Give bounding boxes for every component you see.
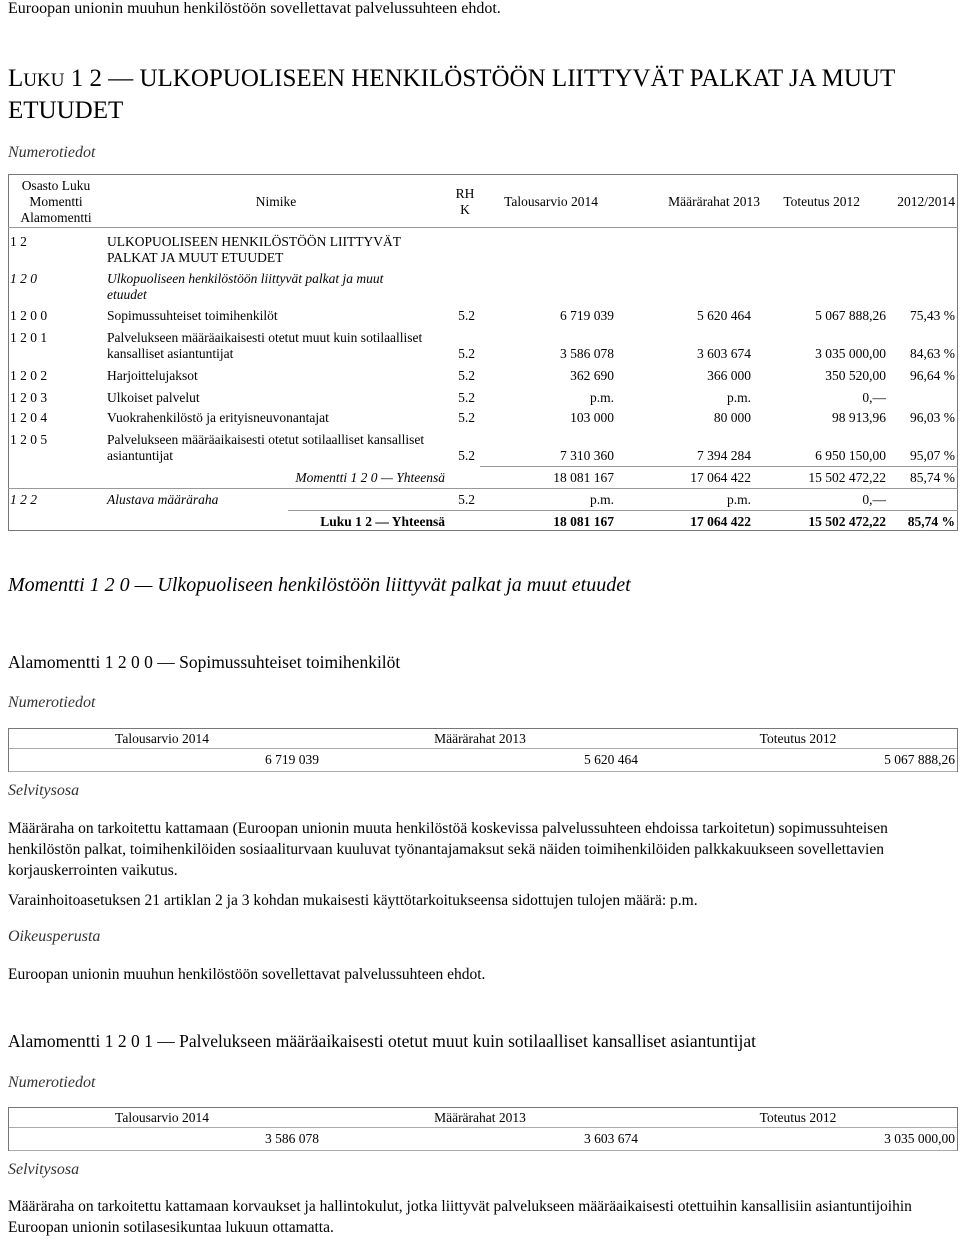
row-ratio: 95,07 % [910, 448, 955, 463]
row-toteutus: 5 067 888,26 [815, 308, 886, 323]
row-name: Palvelukseen määräaikaisesti otetut sotilaalliset kansalliset asiantuntijat [107, 432, 425, 463]
row-rhk: 5.2 [458, 346, 475, 361]
row-toteutus: 3 035 000,00 [815, 346, 886, 361]
header-maararahat: Määrärahat 2013 [668, 194, 760, 209]
row-rhk: 5.2 [458, 390, 475, 405]
momentti-total-maararahat: 17 064 422 [690, 470, 751, 485]
row-ratio: 84,63 % [910, 346, 955, 361]
header-col-codes: Osasto Luku Momentti Alamomentti [20, 178, 92, 225]
header-nimike: Nimike [255, 194, 297, 209]
momentti-total-ratio: 85,74 % [910, 470, 955, 485]
sec2-value-talousarvio: 3 586 078 [265, 1131, 319, 1146]
row-maararahat: p.m. [726, 390, 751, 405]
row-code: 1 2 0 [10, 271, 37, 286]
row-code: 1 2 0 5 [10, 432, 48, 447]
luku-total-ratio: 85,74 % [907, 514, 955, 529]
row-toteutus: 98 913,96 [832, 410, 886, 425]
sec1-value-talousarvio: 6 719 039 [265, 752, 319, 767]
row-code: 1 2 0 1 [10, 330, 48, 345]
row-talousarvio: 7 310 360 [560, 448, 614, 463]
luku-total-label: Luku 1 2 — Yhteensä [320, 514, 445, 529]
luku-total-toteutus: 15 502 472,22 [808, 514, 886, 529]
header-text: Euroopan unionin muuhun henkilöstöön sovellettavat palvelussuhteen ehdot. [8, 0, 501, 17]
row-ratio: 75,43 % [910, 308, 955, 323]
row-name: Palvelukseen määräaikaisesti otetut muut kuin sotilaalliset kansalliset asiantuntijat [107, 330, 423, 361]
row-maararahat: p.m. [726, 492, 751, 507]
row-code: 1 2 0 4 [10, 410, 48, 425]
row-code: 1 2 2 [10, 492, 37, 507]
row-talousarvio: 103 000 [570, 410, 614, 425]
row-name: Sopimussuhteiset toimihenkilöt [107, 308, 278, 323]
row-code: 1 2 0 3 [10, 390, 48, 405]
row-rhk: 5.2 [458, 308, 475, 323]
row-talousarvio: 6 719 039 [560, 308, 614, 323]
row-maararahat: 80 000 [713, 410, 751, 425]
row-code: 1 2 [10, 234, 27, 249]
row-rhk: 5.2 [458, 410, 475, 425]
row-ratio: 96,64 % [910, 368, 955, 383]
row-name: Alustava määräraha [107, 492, 219, 507]
alamomentti-1200-heading: Alamomentti 1 2 0 0 — Sopimussuhteiset toimihenkilöt [8, 652, 401, 672]
momentti-total-label: Momentti 1 2 0 — Yhteensä [295, 470, 445, 485]
row-rhk: 5.2 [458, 368, 475, 383]
row-maararahat: 3 603 674 [697, 346, 751, 361]
sec2-header-toteutus: Toteutus 2012 [759, 1110, 837, 1125]
header-toteutus: Toteutus 2012 [783, 194, 860, 209]
row-maararahat: 7 394 284 [697, 448, 751, 463]
chapter-title-line2: ETUUDET [8, 97, 124, 124]
row-talousarvio: p.m. [589, 492, 614, 507]
row-talousarvio: p.m. [589, 390, 614, 405]
oikeusperusta-label: Oikeusperusta [8, 928, 101, 945]
chapter-luku-rest: UKU [23, 70, 65, 91]
numerotiedot-label: Numerotiedot [8, 1074, 96, 1091]
row-code: 1 2 0 2 [10, 368, 48, 383]
luku-total-talousarvio: 18 081 167 [553, 514, 614, 529]
row-name: ULKOPUOLISEEN HENKILÖSTÖÖN LIITTYVÄT PALKAT JA MUUT ETUUDET [107, 234, 401, 265]
row-name: Harjoittelujaksot [107, 368, 198, 383]
alamomentti-1201-heading: Alamomentti 1 2 0 1 — Palvelukseen määräaikaisesti otetut muut kuin sotilaalliset kansalliset asiantuntijat [8, 1031, 756, 1051]
row-ratio: 96,03 % [910, 410, 955, 425]
sec1-header-maararahat: Määrärahat 2013 [434, 731, 526, 746]
sec1-paragraph-2: Varainhoitoasetuksen 21 artiklan 2 ja 3 kohdan mukaisesti käyttötarkoitukseensa sidottujen tulojen määrä: p.m. [8, 892, 698, 909]
row-talousarvio: 362 690 [570, 368, 614, 383]
numerotiedot-label: Numerotiedot [8, 694, 96, 711]
row-toteutus: 350 520,00 [825, 368, 886, 383]
row-maararahat: 366 000 [707, 368, 751, 383]
row-name: Ulkopuoliseen henkilöstöön liittyvät palkat ja muut etuudet [107, 271, 384, 302]
row-rhk: 5.2 [458, 492, 475, 507]
row-toteutus: 0,— [862, 492, 886, 507]
sec1-header-toteutus: Toteutus 2012 [759, 731, 837, 746]
momentti-total-toteutus: 15 502 472,22 [808, 470, 886, 485]
header-rhk: RH K [455, 186, 475, 217]
sec2-header-maararahat: Määrärahat 2013 [434, 1110, 526, 1125]
row-toteutus: 6 950 150,00 [815, 448, 886, 463]
row-talousarvio: 3 586 078 [560, 346, 614, 361]
numerotiedot-label: Numerotiedot [8, 144, 96, 161]
momentti-total-talousarvio: 18 081 167 [553, 470, 614, 485]
momentti-heading: Momentti 1 2 0 — Ulkopuoliseen henkilöstöön liittyvät palkat ja muut etuudet [8, 574, 631, 596]
sec1-paragraph-1: Määräraha on tarkoitettu kattamaan (Euroopan unionin muuta henkilöstöä koskevissa palvelussuhteen ehdoissa tarkoitetun) sopimussuhteisen henkilöstön palkat, toimihenkilöiden sosiaaliturvaan kuuluvat työnantajamaksut sekä näiden toimihenkilöiden palkkakuukseen sovellettavien korjauskerrointen vaikutus. [8, 820, 888, 879]
row-code: 1 2 0 0 [10, 308, 48, 323]
sec2-paragraph-1: Määräraha on tarkoitettu kattamaan korvaukset ja hallintokulut, jotka liittyvät palvelukseen määräaikaisesti otettuihin kansallisiin asiantuntijoihin Euroopan unionin sotilasesikuntaa lukuun ottamatta. [8, 1198, 912, 1236]
chapter-title-line1: 1 2 — ULKOPUOLISEEN HENKILÖSTÖÖN LIITTYVÄT PALKAT JA MUUT [64, 65, 896, 92]
header-talousarvio: Talousarvio 2014 [504, 194, 598, 209]
row-name: Vuokrahenkilöstö ja erityisneuvonantajat [107, 410, 329, 425]
selvitysosa-label: Selvitysosa [8, 1161, 80, 1178]
sec2-value-maararahat: 3 603 674 [584, 1131, 638, 1146]
row-maararahat: 5 620 464 [697, 308, 751, 323]
sec1-value-maararahat: 5 620 464 [584, 752, 638, 767]
sec1-header-talousarvio: Talousarvio 2014 [115, 731, 209, 746]
chapter-luku-first: L [8, 65, 24, 92]
sec1-value-toteutus: 5 067 888,26 [884, 752, 955, 767]
sec2-header-talousarvio: Talousarvio 2014 [115, 1110, 209, 1125]
sec1-paragraph-3: Euroopan unionin muuhun henkilöstöön sovellettavat palvelussuhteen ehdot. [8, 966, 486, 983]
row-rhk: 5.2 [458, 448, 475, 463]
chapter-title [8, 64, 958, 126]
luku-total-maararahat: 17 064 422 [690, 514, 751, 529]
row-name: Ulkoiset palvelut [107, 390, 200, 405]
sec2-value-toteutus: 3 035 000,00 [884, 1131, 955, 1146]
header-ratio: 2012/2014 [897, 194, 955, 209]
row-toteutus: 0,— [862, 390, 886, 405]
selvitysosa-label: Selvitysosa [8, 782, 80, 799]
